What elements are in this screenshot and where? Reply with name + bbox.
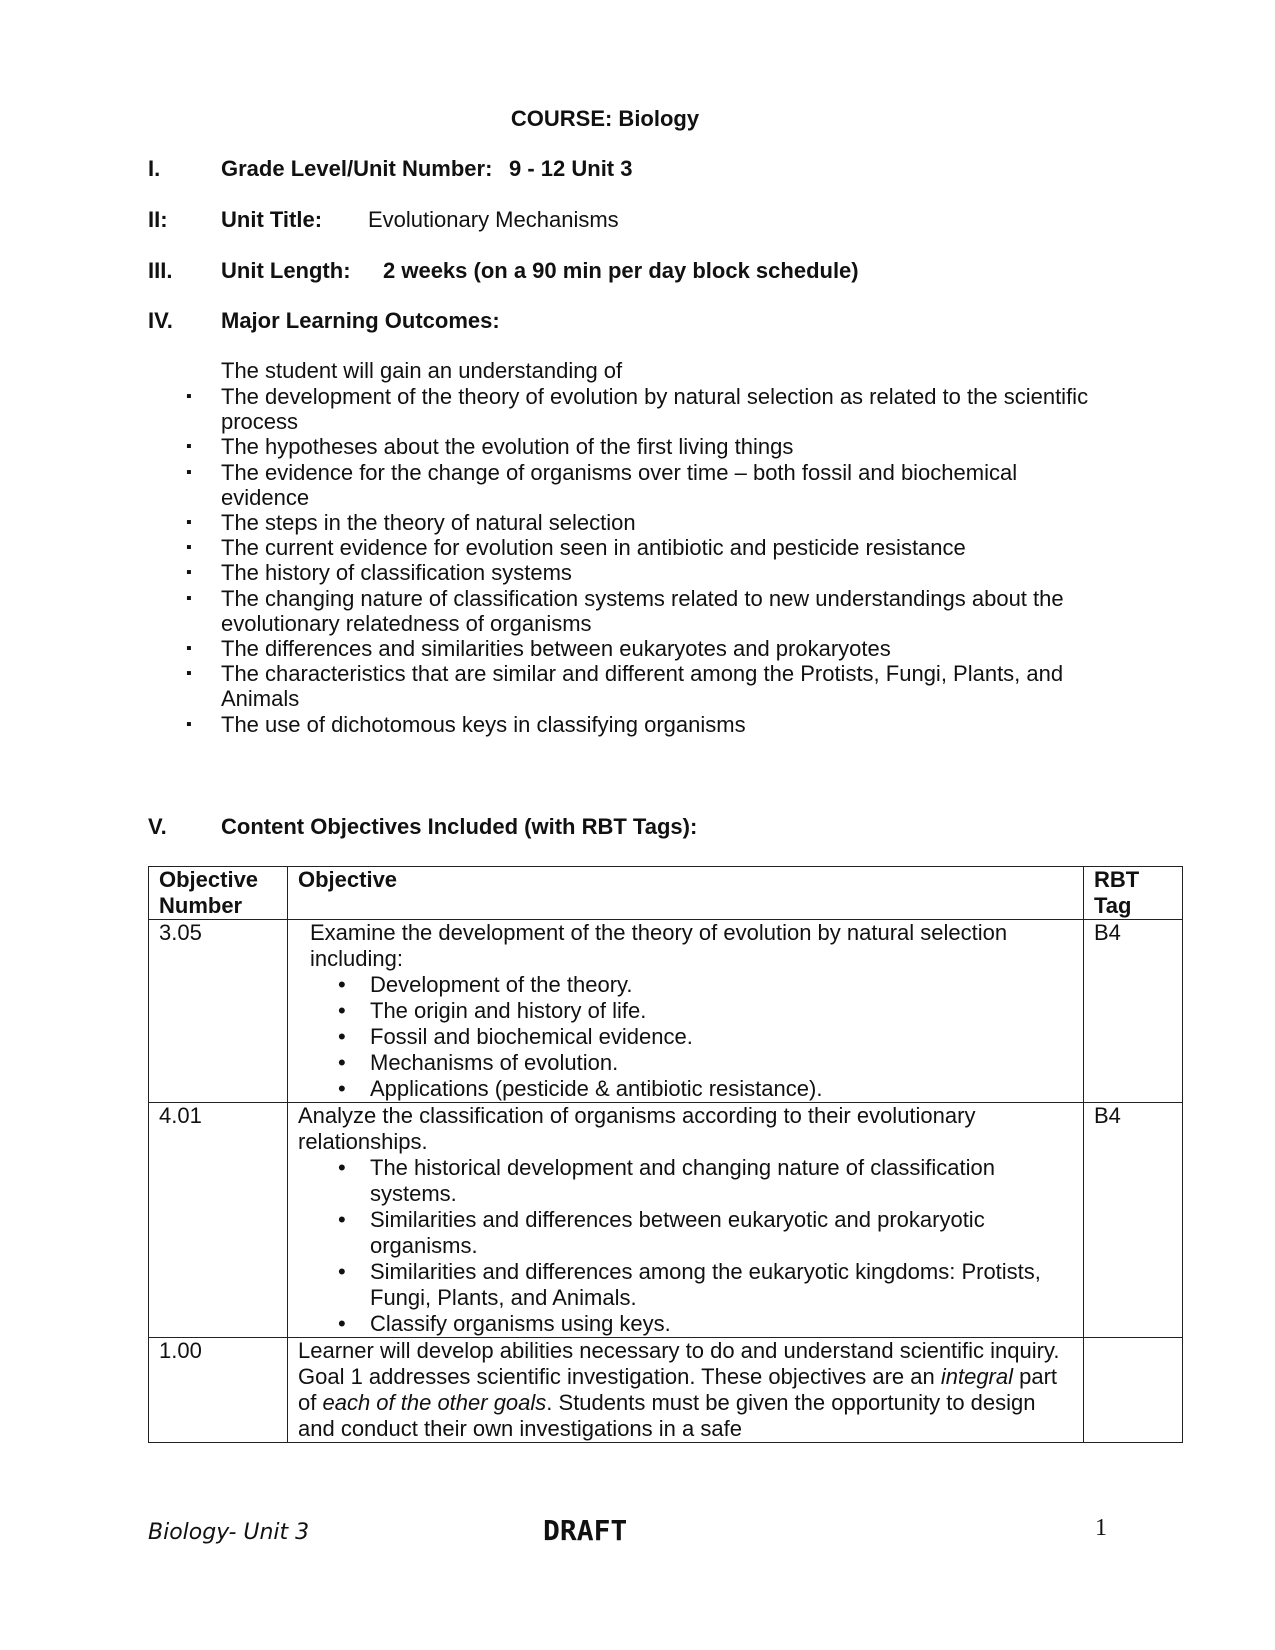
- objective-cell: [288, 1103, 1084, 1338]
- header-objective: Objective: [288, 867, 1084, 920]
- objective-bullet: • Applications (pesticide & antibiotic resistance).: [370, 1076, 1075, 1102]
- outcome-item: ▪ The evidence for the change of organisms over time – both fossil and biochemical evidence: [221, 460, 1101, 510]
- objective-text: . Students must be given the opportunity to design and conduct their own investigations in a safe: [298, 1390, 1036, 1441]
- section-label: Unit Length:: [221, 258, 351, 283]
- objective-bullet: • The historical development and changing nature of classification systems.: [370, 1155, 1075, 1207]
- objective-bullets: [298, 1155, 1075, 1337]
- outcome-item: ▪ The use of dichotomous keys in classifying organisms: [221, 712, 1101, 737]
- outcome-item: ▪ The differences and similarities between eukaryotes and prokaryotes: [221, 636, 1101, 661]
- objective-text-italic: each of the other goals: [322, 1390, 547, 1415]
- header-objective-number: Objective Number: [149, 867, 288, 920]
- outcome-item: ▪ The current evidence for evolution seen in antibiotic and pesticide resistance: [221, 535, 1101, 560]
- section-label: Grade Level/Unit Number:: [221, 156, 493, 181]
- objective-cell: [288, 1338, 1084, 1443]
- outcome-item: ▪ The steps in the theory of natural selection: [221, 510, 1101, 535]
- table-row: [149, 1103, 1183, 1338]
- objectives-table: [148, 866, 1183, 1443]
- objective-text-italic: integral: [940, 1364, 1013, 1389]
- rbt-tag: [1084, 1338, 1183, 1443]
- section-value: 2 weeks (on a 90 min per day block schedule): [383, 258, 859, 283]
- objective-bullet: • Similarities and differences between eukaryotic and prokaryotic organisms.: [370, 1207, 1075, 1259]
- section-label: Content Objectives Included (with RBT Tags):: [221, 814, 698, 839]
- objective-bullet: • Fossil and biochemical evidence.: [370, 1024, 1075, 1050]
- objective-bullet: • Similarities and differences among the eukaryotic kingdoms: Protists, Fungi, Plants, and Animals.: [370, 1259, 1075, 1311]
- outcomes-intro: The student will gain an understanding of: [221, 358, 623, 383]
- objective-cell: [288, 920, 1084, 1103]
- objective-number: 1.00: [149, 1338, 288, 1443]
- page-number: 1: [1095, 1515, 1107, 1541]
- section-number: III.: [148, 258, 173, 283]
- objective-text: part of: [298, 1364, 1058, 1415]
- section-label: Major Learning Outcomes:: [221, 308, 500, 333]
- table-header-row: [149, 867, 1183, 920]
- footer-unit-label: Biology- Unit 3: [148, 1520, 310, 1545]
- outcomes-list: [221, 384, 1101, 737]
- objective-text: Learner will develop abilities necessary to do and understand scientific inquiry. Goal 1 addresses scientific investigation. These objectives are an: [298, 1338, 1060, 1389]
- rbt-tag: B4: [1084, 920, 1183, 1103]
- section-value: 9 - 12 Unit 3: [509, 156, 633, 181]
- objective-bullets: [298, 972, 1075, 1102]
- rbt-tag: B4: [1084, 1103, 1183, 1338]
- footer-draft-label: DRAFT: [543, 1514, 628, 1547]
- objective-bullet: • Development of the theory.: [370, 972, 1075, 998]
- objective-bullet: • Mechanisms of evolution.: [370, 1050, 1075, 1076]
- objective-number: 4.01: [149, 1103, 288, 1338]
- outcome-item: ▪ The development of the theory of evolution by natural selection as related to the scientific process: [221, 384, 1101, 434]
- objective-bullet: • Classify organisms using keys.: [370, 1311, 1075, 1337]
- section-number: V.: [148, 814, 167, 839]
- outcome-item: ▪ The history of classification systems: [221, 560, 1101, 585]
- outcome-item: ▪ The hypotheses about the evolution of the first living things: [221, 434, 1101, 459]
- section-label: Unit Title:: [221, 207, 323, 232]
- objective-text: Analyze the classification of organisms according to their evolutionary relationships.: [298, 1103, 976, 1154]
- section-number: II:: [148, 207, 168, 232]
- outcome-item: ▪ The changing nature of classification systems related to new understandings about the evolutionary relatedness of organisms: [221, 586, 1101, 636]
- header-rbt-tag: RBT Tag: [1084, 867, 1183, 920]
- outcome-item: ▪ The characteristics that are similar and different among the Protists, Fungi, Plants, and Animals: [221, 661, 1101, 711]
- section-number: I.: [148, 156, 161, 181]
- objective-bullet: • The origin and history of life.: [370, 998, 1075, 1024]
- objective-text: Examine the development of the theory of evolution by natural selection including:: [310, 920, 1008, 971]
- course-title: COURSE: Biology: [510, 106, 700, 131]
- section-number: IV.: [148, 308, 173, 333]
- table-row: [149, 1338, 1183, 1443]
- objective-number: 3.05: [149, 920, 288, 1103]
- section-value: Evolutionary Mechanisms: [368, 207, 619, 232]
- table-row: [149, 920, 1183, 1103]
